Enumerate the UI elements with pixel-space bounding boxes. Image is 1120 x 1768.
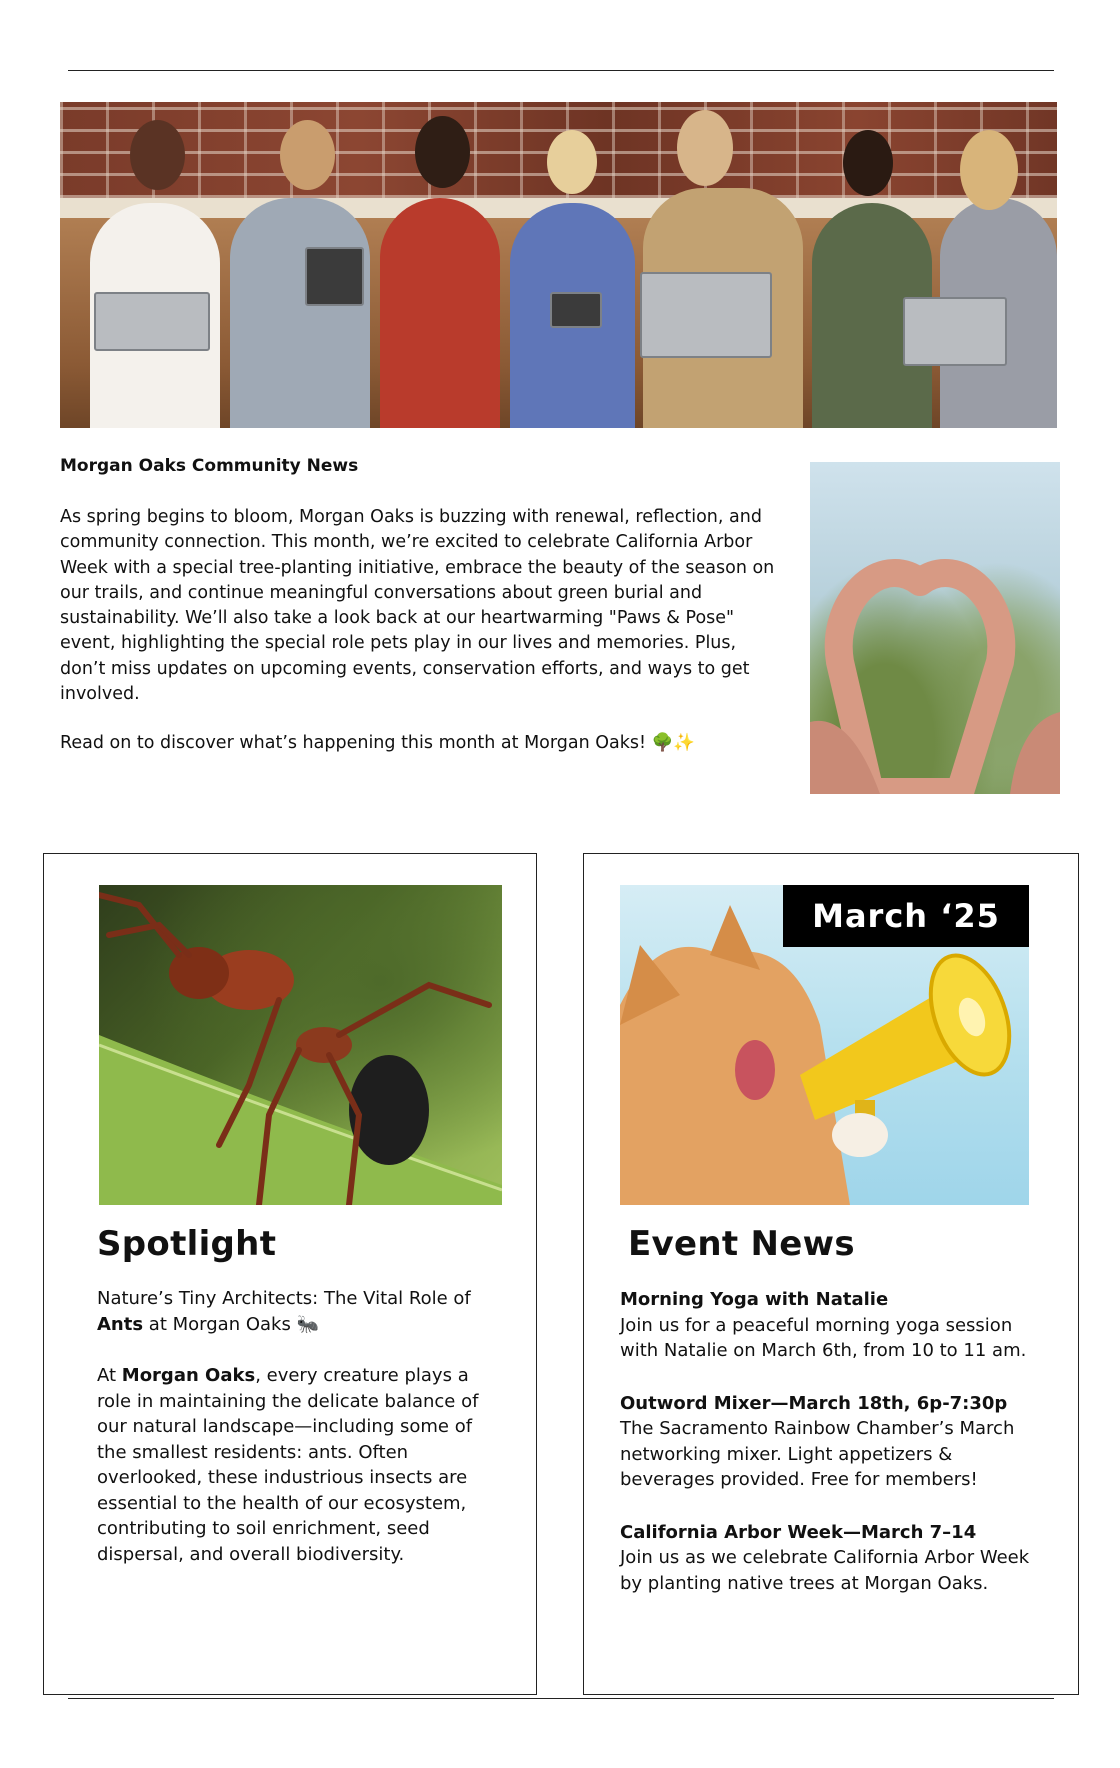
bottom-divider [68,1698,1054,1699]
heart-hands-icon [810,462,1060,794]
event-news-heading: Event News [628,1224,855,1264]
event-item [620,1391,1040,1493]
event-item [620,1520,1040,1597]
intro-call-to-action: Read on to discover what’s happening this month at Morgan Oaks! 🌳✨ [60,733,696,753]
event-description: Join us for a peaceful morning yoga session with Natalie on March 6th, from 10 to 11 am. [620,1314,1027,1361]
person [230,198,370,428]
laptop [640,272,772,358]
event-title: Morning Yoga with Natalie [620,1289,889,1310]
spotlight-heading: Spotlight [97,1224,277,1264]
person [380,198,500,428]
laptop [94,292,210,351]
laptop [903,297,1007,366]
page-title: Morgan Oaks Community News [60,456,359,476]
spotlight-card [43,853,537,1695]
event-title: California Arbor Week—March 7–14 [620,1521,977,1543]
ant-photo [99,885,502,1205]
event-news-card [583,853,1079,1695]
tablet [305,247,364,306]
cat-megaphone-photo [620,885,1029,1205]
event-description: The Sacramento Rainbow Chamber’s March networking mixer. Light appetizers & beverages provided. Free for members! [620,1418,1015,1490]
ant-icon [99,885,502,1205]
date-badge: March ‘25 [783,885,1029,947]
spotlight-subtitle: Nature’s Tiny Architects: The Vital Role of Ants at Morgan Oaks 🐜 [97,1288,471,1335]
spotlight-body: At Morgan Oaks, every creature plays a role in maintaining the delicate balance of our natural landscape—including some of the smallest residents: ants. Often overlooked, these industrious insects are essential to the health of our ecosystem, contributing to soil enrichment, seed dispersal, and overall biodiversity. [97,1365,479,1565]
event-item [620,1287,1040,1364]
heart-hands-photo [810,462,1060,794]
intro-paragraph: As spring begins to bloom, Morgan Oaks is buzzing with renewal, reflection, and community connection. This month, we’re excited to celebrate California Arbor Week with a special tree-planting initiative, embrace the beauty of the season on our trails, and continue meaningful conversations about green burial and sustainability. We’ll also take a look back at our heartwarming "Paws & Pose" event, highlighting the special role pets play in our lives and memories. Plus, don’t miss updates on upcoming events, conservation efforts, and ways to get involved. [60,507,775,705]
hero-photo [60,102,1057,428]
event-list [620,1287,1040,1623]
event-title: Outword Mixer—March 18th, 6p-7:30p [620,1392,1008,1414]
tablet [550,292,602,328]
top-divider [68,70,1054,71]
event-description: Join us as we celebrate California Arbor Week by planting native trees at Morgan Oaks. [620,1547,1030,1594]
